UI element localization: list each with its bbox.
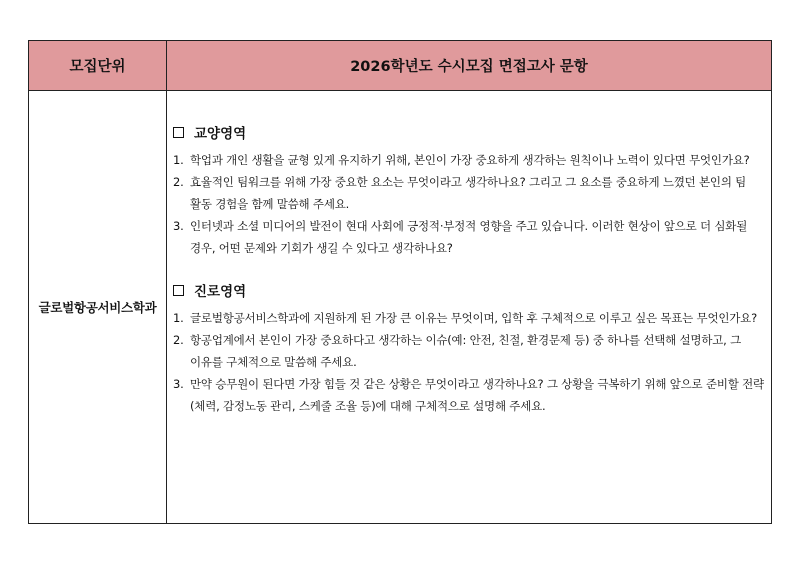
question-number: 3.: [173, 219, 184, 233]
header-title: 2026학년도 수시모집 면접고사 문항: [350, 59, 588, 75]
question-text: 효율적인 팀워크를 위해 가장 중요한 요소는 무엇이라고 생각하나요? 그리고 그 요소를 중요하게 느꼈던 본인의 팀 활동 경험을 함께 말씀해 주세요.: [190, 175, 747, 211]
question-item: [173, 373, 771, 417]
section-title-text: 교양영역: [194, 126, 247, 142]
square-checkbox-icon: [173, 285, 184, 296]
question-number: 3.: [173, 377, 184, 391]
section-title: [173, 279, 771, 301]
section-title-text: 진로영역: [194, 284, 247, 300]
header-unit-cell: [29, 41, 167, 91]
question-number: 2.: [173, 333, 184, 347]
question-number: 2.: [173, 175, 184, 189]
question-list: [173, 149, 771, 259]
header-title-cell: [167, 41, 771, 91]
section-liberal-arts: [173, 121, 771, 259]
question-list: [173, 307, 771, 417]
question-item: [173, 171, 771, 215]
question-text: 인터넷과 소셜 미디어의 발전이 현대 사회에 긍정적·부정적 영향을 주고 있습니다. 이러한 현상이 앞으로 더 심화될 경우, 어떤 문제와 기회가 생길 수 있다고 생각하나요?: [190, 219, 748, 255]
question-number: 1.: [173, 311, 184, 325]
question-text: 학업과 개인 생활을 균형 있게 유지하기 위해, 본인이 가장 중요하게 생각하는 원칙이나 노력이 있다면 무엇인가요?: [190, 153, 750, 167]
section-title: [173, 121, 771, 143]
question-text: 글로벌항공서비스학과에 지원하게 된 가장 큰 이유는 무엇이며, 입학 후 구체적으로 이루고 싶은 목표는 무엇인가요?: [190, 311, 757, 325]
questions-content-cell: [167, 91, 771, 523]
question-item: [173, 329, 771, 373]
department-cell: [29, 91, 167, 523]
department-name: 글로벌항공서비스학과: [38, 300, 157, 315]
question-number: 1.: [173, 153, 184, 167]
question-item: [173, 307, 771, 329]
question-text: 만약 승무원이 된다면 가장 힘들 것 같은 상황은 무엇이라고 생각하나요? 그 상황을 극복하기 위해 앞으로 준비할 전략(체력, 감정노동 관리, 스케줄 조율 등)에 대해 구체적으로 설명해 주세요.: [190, 377, 764, 413]
section-career: [173, 279, 771, 417]
square-checkbox-icon: [173, 127, 184, 138]
question-item: [173, 215, 771, 259]
interview-questions-table: [28, 40, 772, 524]
header-unit-label: 모집단위: [69, 59, 126, 75]
question-item: [173, 149, 771, 171]
section-spacer: [173, 259, 771, 279]
question-text: 항공업계에서 본인이 가장 중요하다고 생각하는 이슈(예: 안전, 친절, 환경문제 등) 중 하나를 선택해 설명하고, 그 이유를 구체적으로 말씀해 주세요.: [190, 333, 741, 369]
